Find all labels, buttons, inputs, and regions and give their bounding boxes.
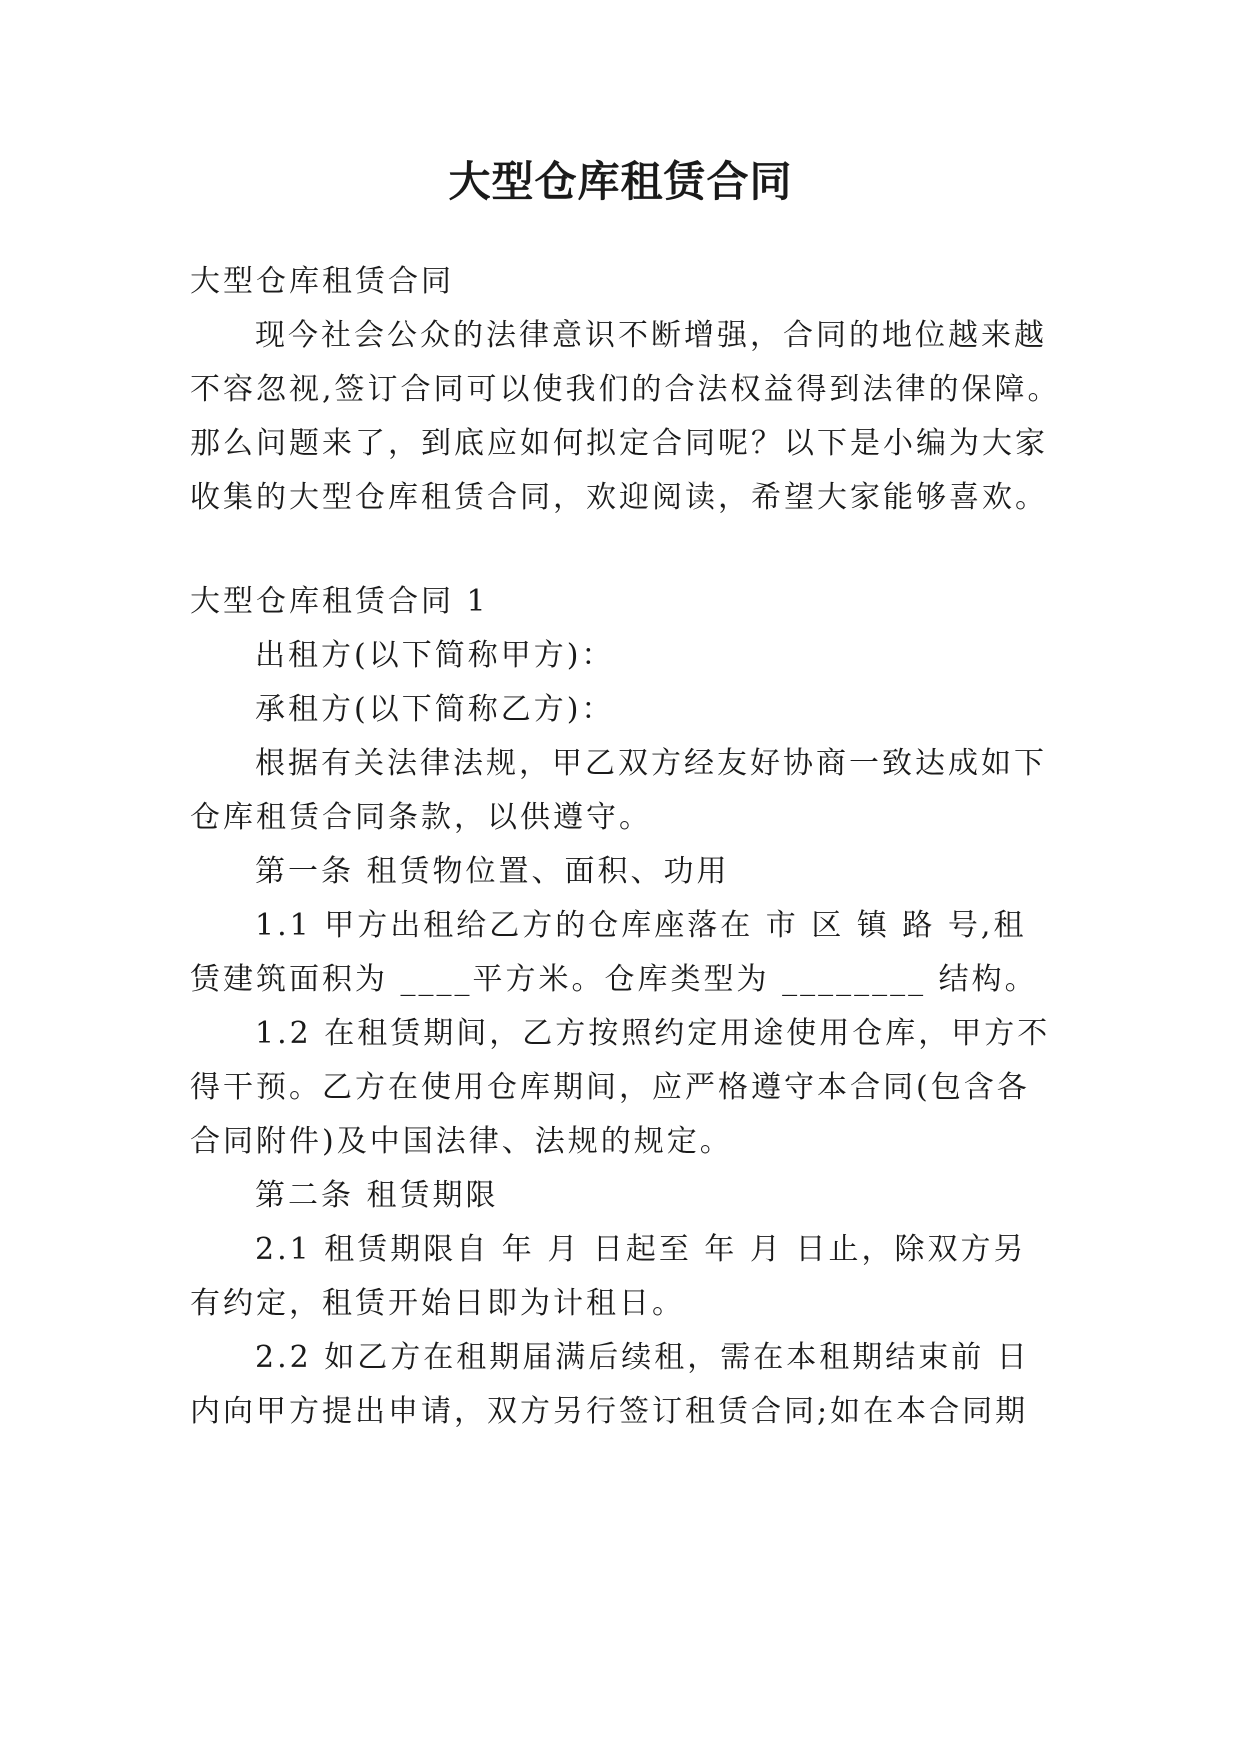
paragraph-line: 2.2 如乙方在租期届满后续租，需在本租期结束前 日	[255, 1340, 1030, 1375]
paragraph-line: 承租方(以下简称乙方)：	[255, 692, 615, 727]
paragraph-line: 根据有关法律法规，甲乙双方经友好协商一致达成如下	[255, 746, 1047, 781]
paragraph-line: 合同附件)及中国法律、法规的规定。	[190, 1124, 733, 1159]
paragraph-line: 2.1 租赁期限自 年 月 日起至 年 月 日止，除双方另	[255, 1232, 1027, 1267]
paragraph-line: 得干预。乙方在使用仓库期间，应严格遵守本合同(包含各	[190, 1070, 1030, 1105]
clause-heading: 第二条 租赁期限	[255, 1178, 499, 1213]
paragraph-line: 收集的大型仓库租赁合同，欢迎阅读，希望大家能够喜欢。	[190, 480, 1048, 515]
paragraph-line: 1.2 在租赁期间，乙方按照约定用途使用仓库，甲方不	[255, 1016, 1051, 1051]
paragraph-line: 不容忽视,签订合同可以使我们的合法权益得到法律的保障。	[190, 372, 1061, 407]
paragraph-line: 内向甲方提出申请，双方另行签订租赁合同;如在本合同期	[190, 1394, 1029, 1429]
paragraph-line: 1.1 甲方出租给乙方的仓库座落在 市 区 镇 路 号,租	[255, 908, 1027, 943]
paragraph-line: 出租方(以下简称甲方)：	[255, 638, 615, 673]
paragraph-line: 那么问题来了，到底应如何拟定合同呢？以下是小编为大家	[190, 426, 1048, 461]
section-heading: 大型仓库租赁合同	[190, 264, 454, 299]
section-heading: 大型仓库租赁合同 1	[190, 584, 489, 619]
paragraph-line: 仓库租赁合同条款，以供遵守。	[190, 800, 652, 835]
paragraph-line: 现今社会公众的法律意识不断增强，合同的地位越来越	[255, 318, 1047, 353]
paragraph-line: 赁建筑面积为 ____平方米。仓库类型为 ________ 结构。	[190, 962, 1038, 997]
clause-heading: 第一条 租赁物位置、面积、功用	[255, 854, 730, 889]
paragraph-line: 有约定，租赁开始日即为计租日。	[190, 1286, 685, 1321]
document-title: 大型仓库租赁合同	[448, 157, 793, 206]
